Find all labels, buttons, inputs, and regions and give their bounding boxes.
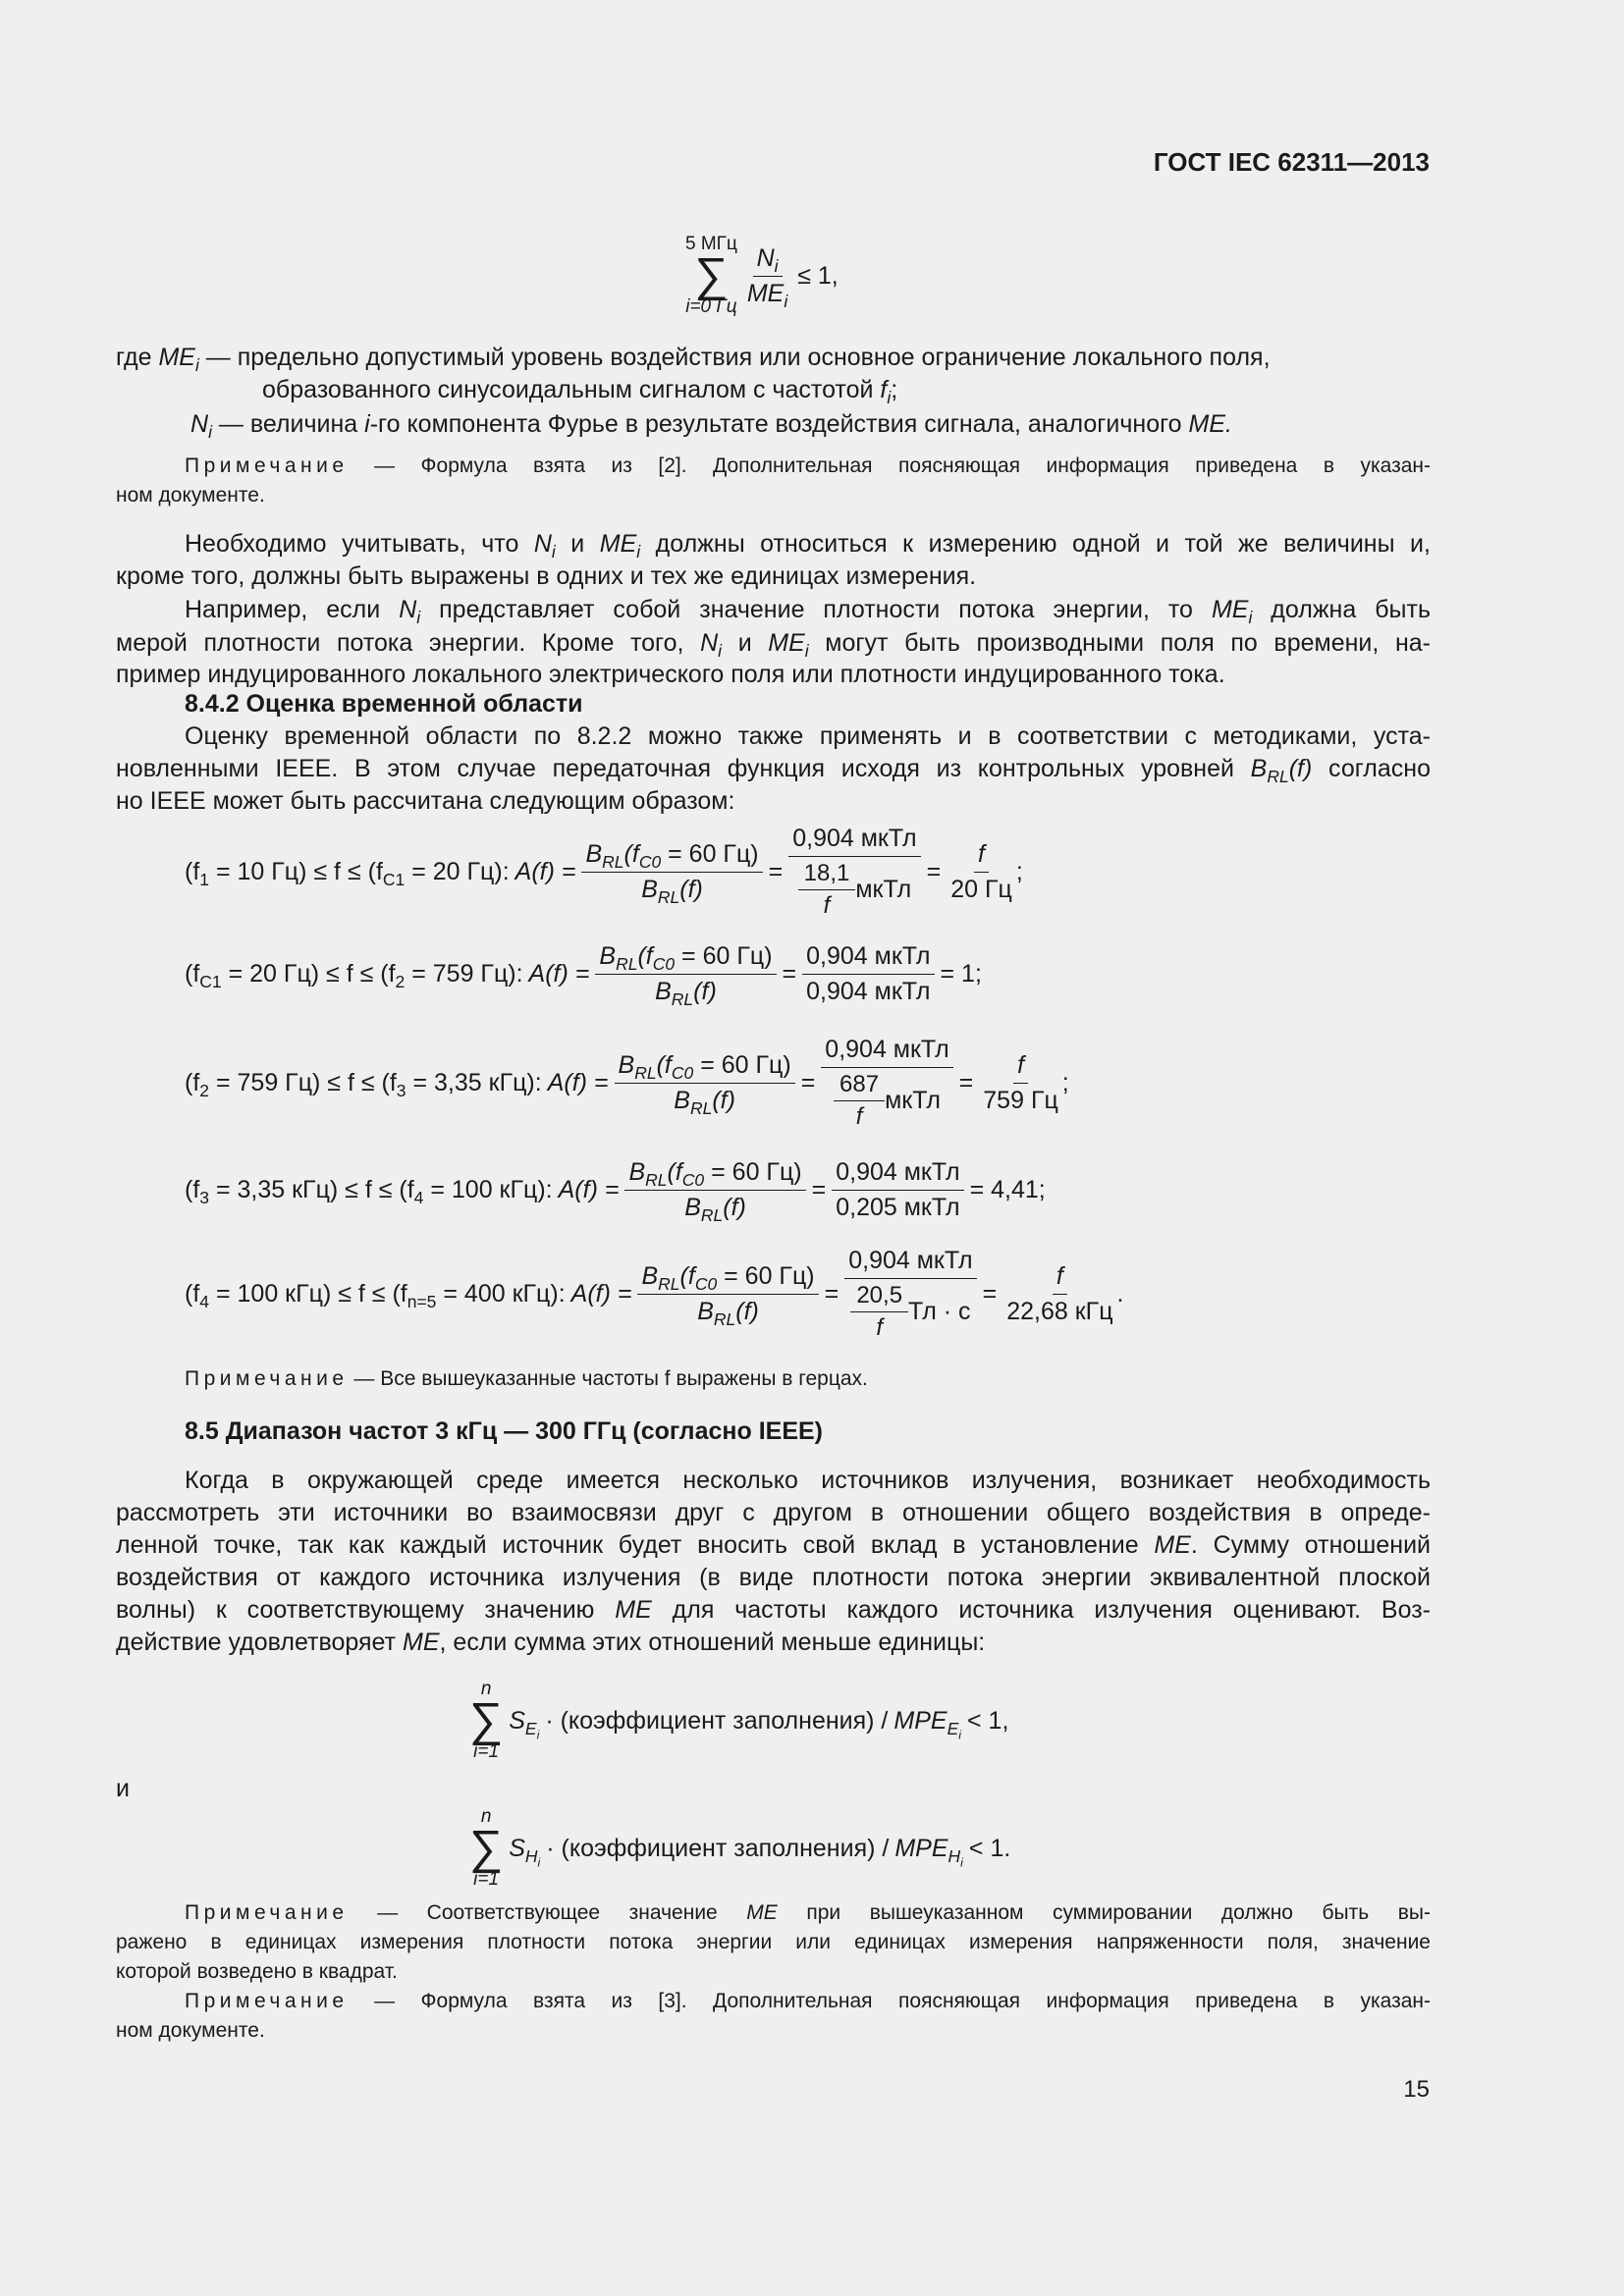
note-3-line-3: которой возведено в квадрат. — [116, 1960, 398, 1983]
formula-sum-ratio: 5 МГц ∑ i=0 Гц $\frac{N_i}{ME_i}$ ≤ 1, — [685, 234, 839, 317]
note-1: Примечание — Формула взята из [2]. Дополнительная поясняющая информация приведена в указан- — [185, 454, 1431, 477]
equation-5: ($f_4 = 100$ $кГц) \le f \le (f_{n=5} = 400$ кГц): A(f) = $\frac{B_{RL}(f_{C0} = 60 Гц)}{B_{RL}(f)}$ = 0,904 мкТл 20,5 f Тл · с = $\frac{f}{\text{22,68 кГц}}$ . — [185, 1247, 1124, 1341]
def-me-1: где $ME_i$ — предельно допустимый уровень воздействия или основное ограничение локального поля, — [116, 344, 1271, 376]
para-4-line-2: рассмотреть эти источники во взаимосвязи друг с другом в отношении общего воздействия в опреде- — [116, 1499, 1431, 1526]
para-4-line-1: Когда в окружающей среде имеется несколько источников излучения, возникает необходимость — [185, 1467, 1431, 1494]
equation-2: ($f_{C1} = 20$ $Гц) \le f \le (f_2 = 759$ Гц): A(f) = $\frac{B_{RL}(f_{C0} = 60 Гц)}{B_{RL}(f)}$ = $\frac{\text{0,904 мкТл}}{\text{0,904 мкТл}}$ = 1; — [185, 942, 982, 1010]
standard-header: ГОСТ IEC 62311—2013 — [1153, 147, 1430, 177]
para-4-line-4: воздействия от каждого источника излучения (в виде плотности потока энергии эквивалентной плоской — [116, 1564, 1431, 1591]
para-1-line-1: Необходимо учитывать, что $N_i$ и $ME_i$ должны относиться к измерению одной и той же величины и, — [185, 530, 1431, 562]
def-n: $N_i$ — величина i-го компонента Фурье в результате воздействия сигнала, аналогичного ME. — [190, 410, 1232, 443]
def-me-2: образованного синусоидальным сигналом с частотой $f_i$; — [262, 376, 898, 408]
page-number: 15 — [1403, 2076, 1430, 2103]
note-1-cont: ном документе. — [116, 484, 265, 507]
note-3-line-1: Примечание — Соответствующее значение ME при вышеуказанном суммировании должно быть вы- — [185, 1901, 1432, 1924]
para-1-line-2: кроме того, должны быть выражены в одних и тех же единицах измерения. — [116, 562, 977, 590]
equation-4: ($f_3 = 3,35$ $кГц) \le f \le (f_4 = 100$ кГц): A(f) = $\frac{B_{RL}(f_{C0} = 60 Гц)}{B_{RL}(f)}$ = $\frac{\text{0,904 мкТл}}{\text{0,205 мкТл}}$ = 4,41; — [185, 1158, 1046, 1226]
sum-equation-e: n ∑ i=1 $S_{E_i}$ · (коэффициент заполнения) / $MPE_{E_i}$ < 1, — [469, 1679, 1009, 1762]
para-4-line-5: волны) к соответствующему значению ME для частоты каждого источника излучения оценивают. Воз- — [116, 1596, 1432, 1624]
para-3-line-3: но IEEE может быть рассчитана следующим образом: — [116, 787, 735, 815]
equation-1: ($f_1 = 10$ $Гц) \le f \le (f_{C1} = 20$ Гц): A(f) = $\frac{B_{RL}(f_{C0} = 60 Гц)}{B_{RL}(f)}$ = 0,904 мкТл 18,1 f мкТл = $\frac{f}{20 Гц}$ ; — [185, 825, 1023, 919]
section-842-title: 8.4.2 Оценка временной области — [185, 690, 583, 718]
para-4-line-3: ленной точке, так как каждый источник будет вносить свой вклад в установление ME. Сумму отношений — [116, 1531, 1431, 1559]
note-2: Примечание — Все вышеуказанные частоты f выражены в герцах. — [185, 1367, 868, 1390]
para-2-line-3: пример индуцированного локального электрического поля или плотности индуцированного тока. — [116, 661, 1225, 688]
para-2-line-1: Например, если $N_i$ представляет собой значение плотности потока энергии, то $ME_i$ должна быть — [185, 596, 1431, 628]
equation-3: ($f_2 = 759$ $Гц) \le f \le (f_3 = 3,35$ кГц): A(f) = $\frac{B_{RL}(f_{C0} = 60 Гц)}{B_{RL}(f)}$ = 0,904 мкТл 687 f мкТл = $\frac{f}{759 Гц}$ ; — [185, 1036, 1069, 1130]
section-85-title: 8.5 Диапазон частот 3 кГц — 300 ГГц (согласно IEEE) — [185, 1417, 823, 1445]
para-2-line-2: мерой плотности потока энергии. Кроме того, $N_i$ и $ME_i$ могут быть производными поля по времени, на- — [116, 629, 1431, 662]
note-3-line-2: ражено в единицах измерения плотности потока энергии или единицах измерения напряженности поля, значение — [116, 1931, 1431, 1953]
para-3-line-2: новленными IEEE. В этом случае передаточная функция исходя из контрольных уровней $B_{RL}(f)$ согласно — [116, 755, 1432, 787]
and-word: и — [116, 1775, 130, 1802]
para-4-line-6: действие удовлетворяет ME, если сумма этих отношений меньше единицы: — [116, 1629, 986, 1656]
sum-equation-h: n ∑ i=1 $S_{H_i}$ · (коэффициент заполнения) / $MPE_{H_i}$ < 1. — [469, 1806, 1011, 1890]
sum-symbol: 5 МГц ∑ i=0 Гц — [685, 234, 737, 317]
para-3-line-1: Оценку временной области по 8.2.2 можно также применять и в соответствии с методиками, уста- — [185, 722, 1431, 750]
note-4: Примечание — Формула взята из [3]. Дополнительная поясняющая информация приведена в указан- — [185, 1990, 1431, 2012]
note-4-cont: ном документе. — [116, 2019, 265, 2042]
